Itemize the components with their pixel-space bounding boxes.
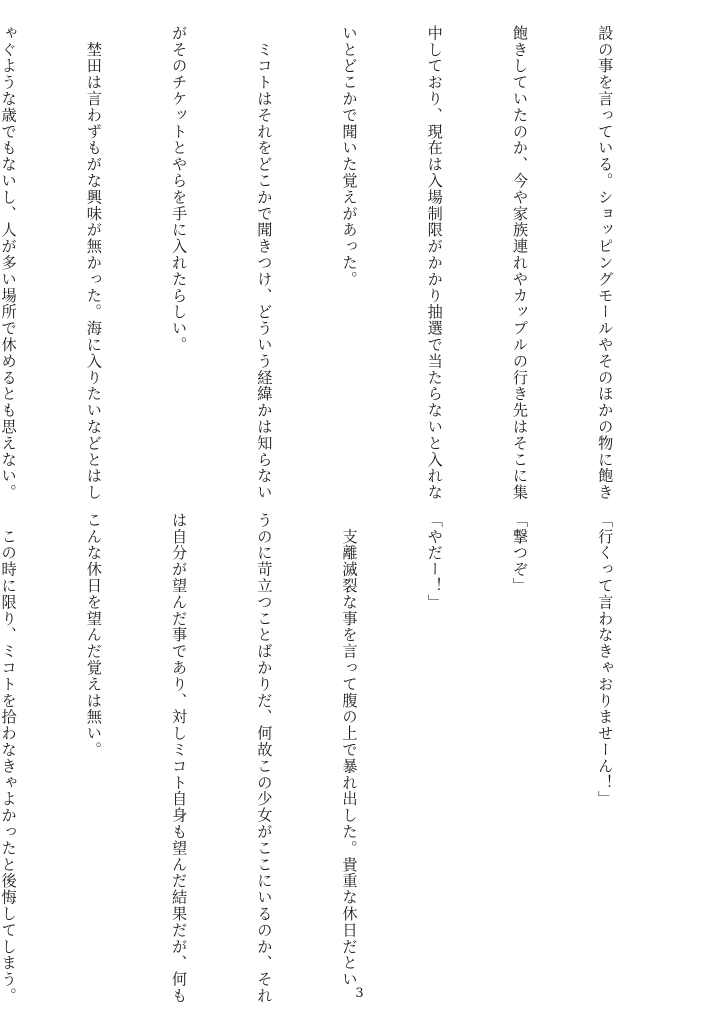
text-line: 支離滅裂な事を言って腹の上で暴れ出した。貴重な休日だとい bbox=[340, 512, 359, 988]
text-line: 埜田は言わずもがな興味が無かった。海に入りたいなどとはし bbox=[84, 25, 103, 501]
text-line: いとどこかで聞いた覚えがあった。 bbox=[340, 25, 359, 288]
dialogue-line: 「行くって言わなきゃおりませーん！」 bbox=[596, 512, 615, 808]
text-line: 設の事を言っている。ショッピングモールやそのほかの物に飽き bbox=[596, 25, 615, 501]
dialogue-line: 「撃つぞ」 bbox=[510, 512, 529, 594]
text-line: は自分が望んだ事であり、対しミコト自身も望んだ結果だが、何も bbox=[170, 512, 189, 1004]
page-number: 3 bbox=[355, 986, 364, 1001]
text-line: この時に限り、ミコトを拾わなきゃよかったと後悔してしまう。 bbox=[0, 512, 18, 1004]
upper-text-block bbox=[0, 25, 676, 501]
text-line: ミコトはそれをどこかで聞きつけ、どういう経緯かは知らない bbox=[255, 25, 274, 501]
text-line: うのに苛立つことばかりだ、何故この少女がここにいるのか、それ bbox=[255, 512, 274, 1004]
lower-text-block bbox=[0, 512, 676, 1004]
text-line: がそのチケットとやらを手に入れたらしい。 bbox=[170, 25, 189, 353]
text-line: 中しており、現在は入場制限がかかり抽選で当たらないと入れな bbox=[425, 25, 444, 501]
text-line: ゃぐような歳でもないし、人が多い場所で休めるとも思えない。 bbox=[0, 25, 18, 501]
text-line: こんな休日を望んだ覚えは無い。 bbox=[84, 512, 103, 758]
dialogue-line: 「やだー！」 bbox=[425, 512, 444, 611]
text-line: 飽きしていたのか、今や家族連れやカップルの行き先はそこに集 bbox=[510, 25, 529, 501]
